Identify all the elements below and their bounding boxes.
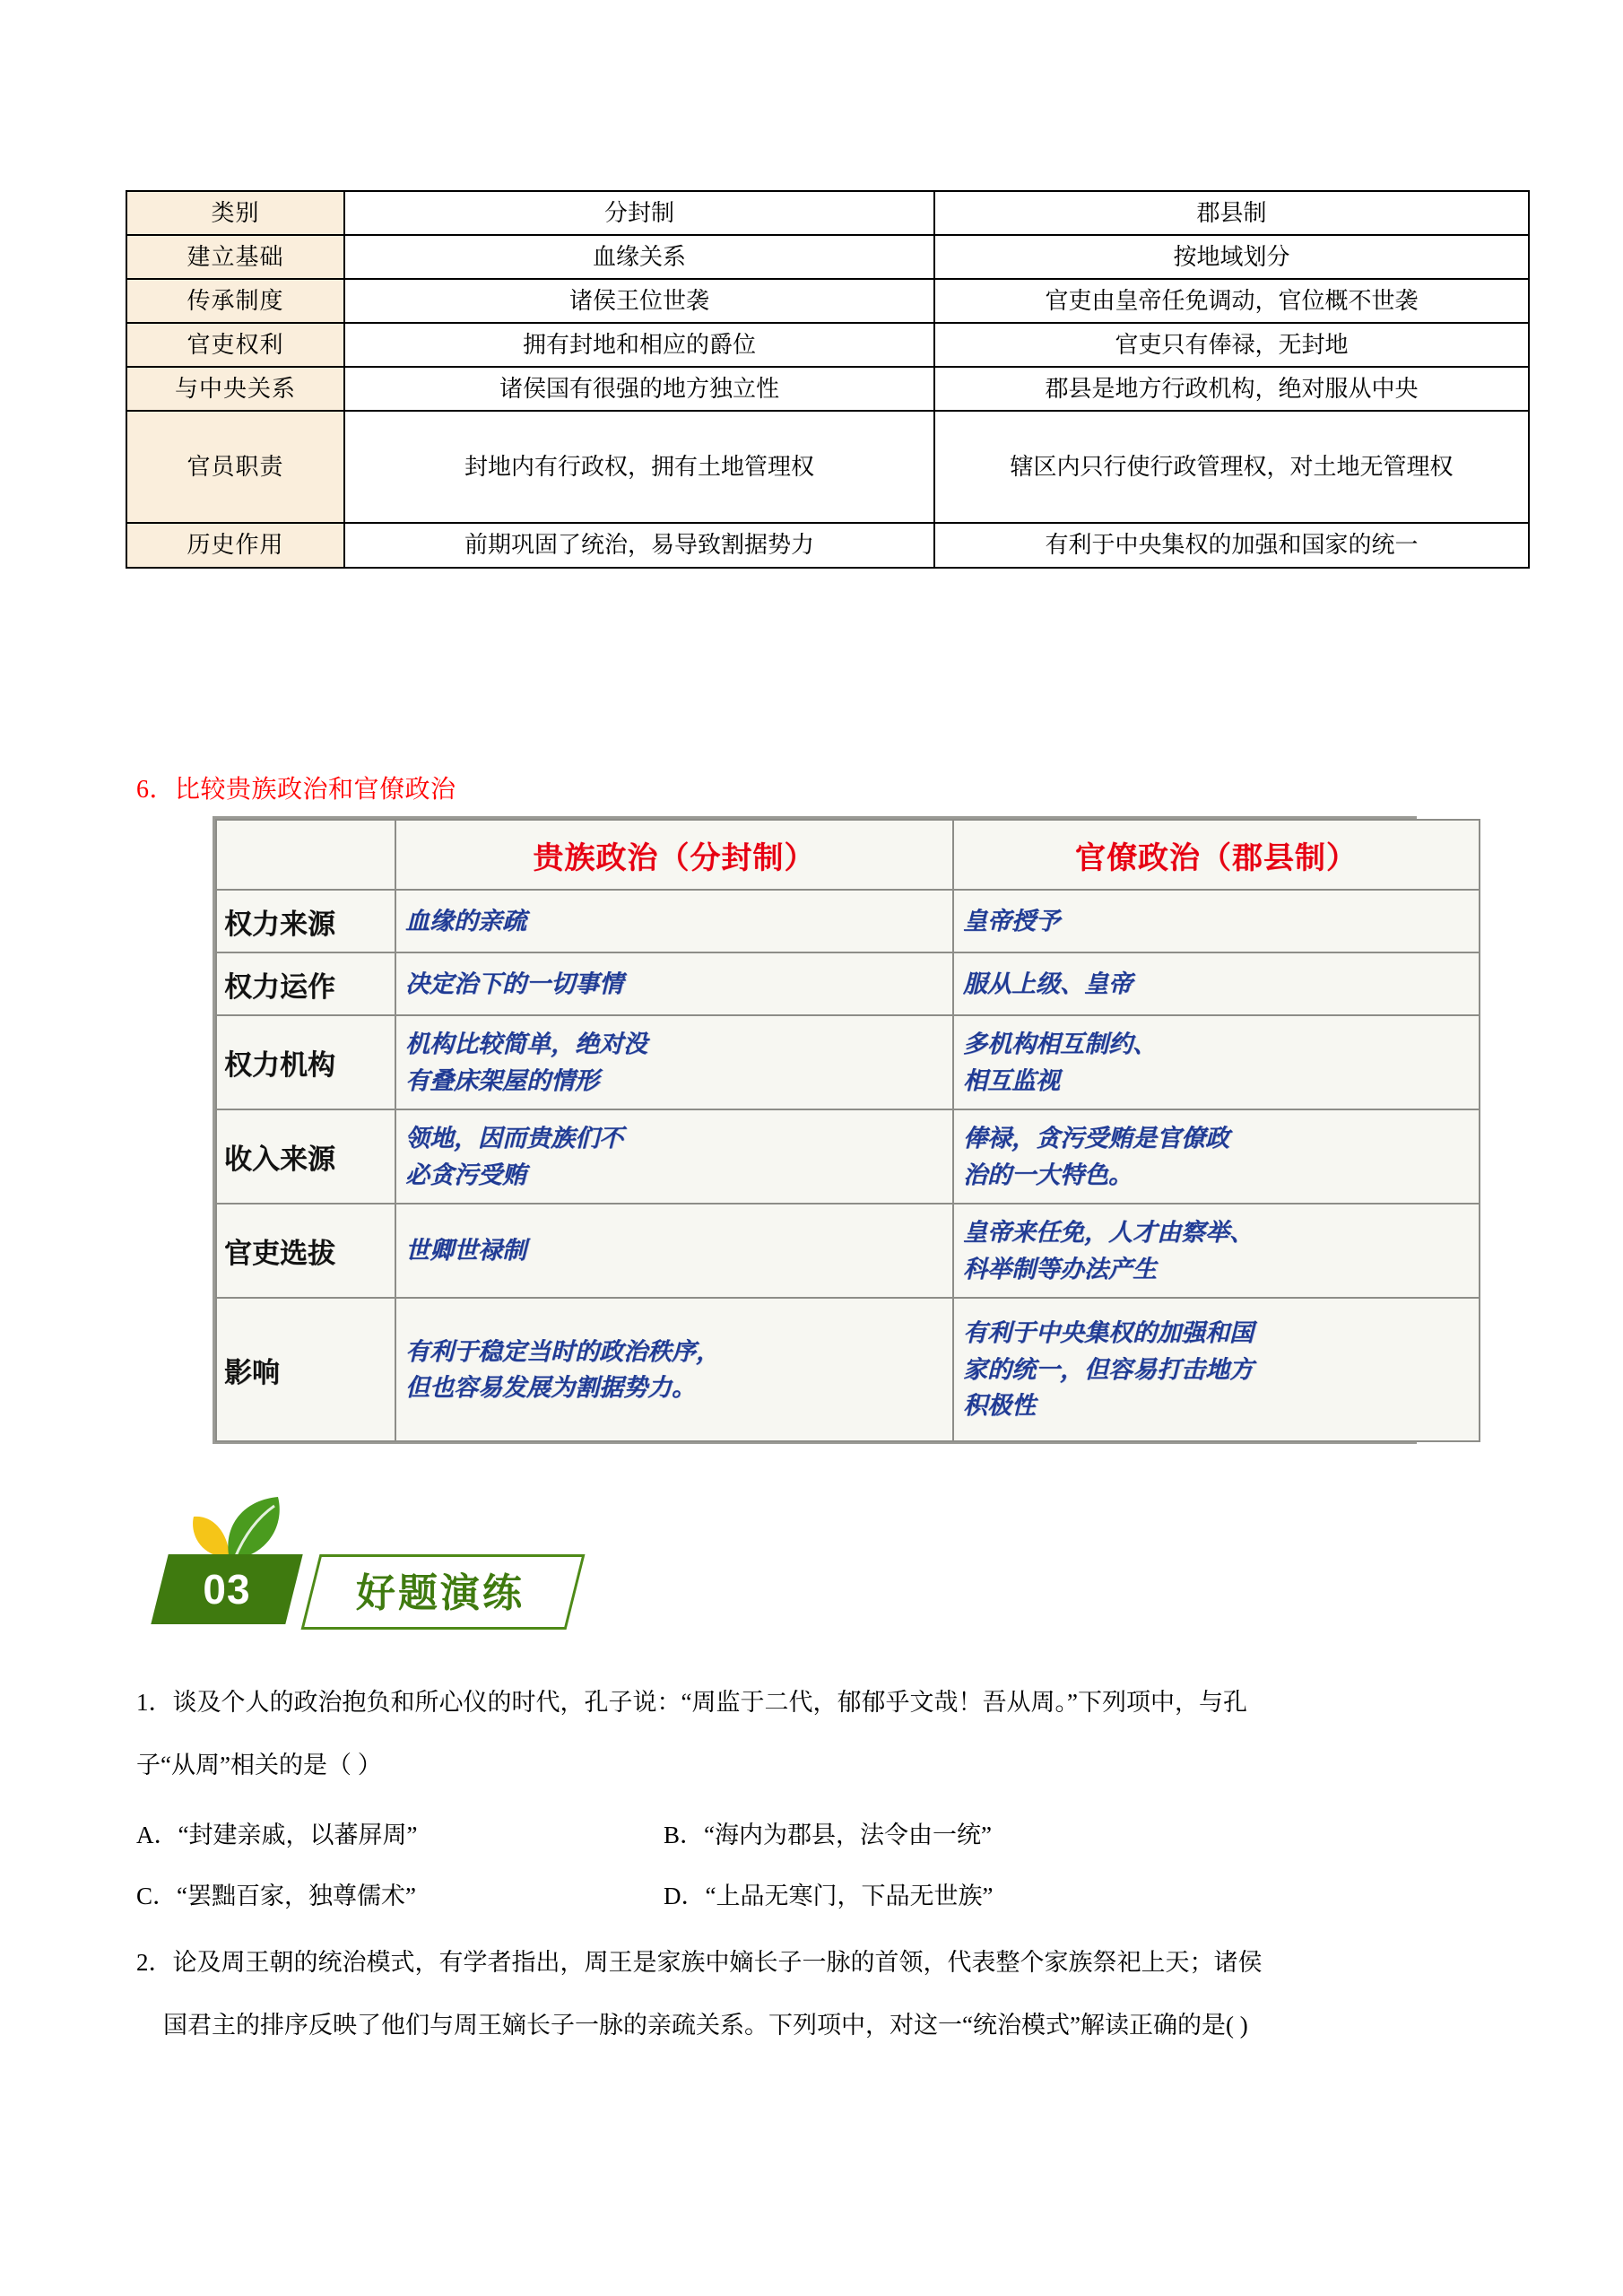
table1-cell-county: 按地域划分 [934,235,1529,279]
table2-cell-bureaucratic: 有利于中央集权的加强和国 家的统一，但容易打击地方 积极性 [953,1298,1480,1441]
table1-cell-county: 郡县是地方行政机构，绝对服从中央 [934,367,1529,411]
table2-cell-aristocratic: 世卿世禄制 [395,1204,953,1298]
table-row [126,411,1529,523]
table-row [126,367,1529,411]
table1-cell-county: 郡县制 [934,191,1529,235]
table1-rowhead: 传承制度 [126,279,344,323]
banner-number-label: 03 [203,1566,251,1613]
table2-body [216,820,1480,1441]
table1-cell-county: 有利于中央集权的加强和国家的统一 [934,523,1529,567]
table1-rowhead: 与中央关系 [126,367,344,411]
table1-cell-county: 辖区内只行使行政管理权，对土地无管理权 [934,411,1529,523]
table-row [216,890,1480,952]
table-row [216,1298,1480,1441]
table1-body [126,191,1529,568]
table1-cell-county: 官吏只有俸禄，无封地 [934,323,1529,367]
table2-rowhead: 权力运作 [216,952,395,1015]
comparison-table-fengjian-junxian [126,190,1530,569]
table-row [216,1015,1480,1109]
table-row [216,952,1480,1015]
table1-cell-feudal: 诸侯国有很强的地方独立性 [344,367,934,411]
table2-cell-aristocratic: 决定治下的一切事情 [395,952,953,1015]
table2-header-aristocratic: 贵族政治（分封制） [395,820,953,890]
table1-cell-feudal: 封地内有行政权，拥有土地管理权 [344,411,934,523]
table2 [215,819,1480,1442]
table2-cell-bureaucratic: 皇帝授予 [953,890,1480,952]
table-row [216,1109,1480,1204]
question-1-option-d: D．“上品无寒门，下品无世族” [664,1883,994,1909]
table2-rowhead: 影响 [216,1298,395,1441]
question-2-line-2: 国君主的排序反映了他们与周王嫡长子一脉的亲疏关系。下列项中，对这一“统治模式”解读正确的是( ) [163,2012,1248,2039]
comparison-table-aristocratic-bureaucratic [213,816,1417,1444]
table2-cell-bureaucratic: 多机构相互制约、 相互监视 [953,1015,1480,1109]
table-row [126,191,1529,235]
table2-cell-aristocratic: 血缘的亲疏 [395,890,953,952]
section-heading-6: 6．比较贵族政治和官僚政治 [136,776,456,804]
table-row [216,1204,1480,1298]
table-row [126,323,1529,367]
table2-cell-aristocratic: 机构比较简单，绝对没 有叠床架屋的情形 [395,1015,953,1109]
table-row [126,523,1529,567]
table2-cell-aristocratic: 领地，因而贵族们不 必贪污受贿 [395,1109,953,1204]
question-1-option-c: C．“罢黜百家，独尊儒术” [136,1883,416,1909]
table2-rowhead: 权力来源 [216,890,395,952]
table2-rowhead: 收入来源 [216,1109,395,1204]
table1-cell-feudal: 分封制 [344,191,934,235]
table2-cell-bureaucratic: 俸禄，贪污受贿是官僚政 治的一大特色。 [953,1109,1480,1204]
table2-header-bureaucratic: 官僚政治（郡县制） [953,820,1480,890]
table1-cell-feudal: 血缘关系 [344,235,934,279]
table1-rowhead: 官员职责 [126,411,344,523]
table1-rowhead: 建立基础 [126,235,344,279]
table1-rowhead: 历史作用 [126,523,344,567]
table2-rowhead: 官吏选拔 [216,1204,395,1298]
question-1-line-1: 1．谈及个人的政治抱负和所心仪的时代，孔子说：“周监于二代，郁郁乎文哉！吾从周。”下列项中，与孔 [136,1689,1247,1716]
question-2-line-1: 2．论及周王朝的统治模式，有学者指出，周王是家族中嫡长子一脉的首领，代表整个家族祭祀上天；诸侯 [136,1949,1263,1976]
table2-cell-bureaucratic: 服从上级、皇帝 [953,952,1480,1015]
table-row [126,235,1529,279]
question-1-option-b: B．“海内为郡县，法令由一统” [664,1822,992,1848]
table-row [126,279,1529,323]
table2-cell-aristocratic: 有利于稳定当时的政治秩序， 但也容易发展为割据势力。 [395,1298,953,1441]
table2-cell-bureaucratic: 皇帝来任免，人才由察举、 科举制等办法产生 [953,1204,1480,1298]
question-1-option-a: A．“封建亲戚，以蕃屏周” [136,1822,418,1848]
section-banner-03 [135,1493,601,1628]
table1-cell-feudal: 诸侯王位世袭 [344,279,934,323]
table1-rowhead: 官吏权利 [126,323,344,367]
table1-cell-county: 官吏由皇帝任免调动，官位概不世袭 [934,279,1529,323]
table2-header-blank [216,820,395,890]
table2-rowhead: 权力机构 [216,1015,395,1109]
table1-cell-feudal: 拥有封地和相应的爵位 [344,323,934,367]
table2-header-row [216,820,1480,890]
table1-cell-feudal: 前期巩固了统治，易导致割据势力 [344,523,934,567]
banner-title-label: 好题演练 [356,1571,525,1615]
question-1-line-2: 子“从周”相关的是（ ） [136,1752,382,1779]
table1-rowhead: 类别 [126,191,344,235]
